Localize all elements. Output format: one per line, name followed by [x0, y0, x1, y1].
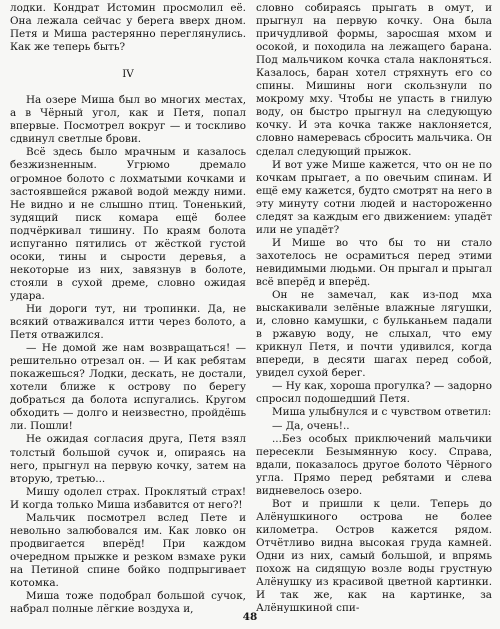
paragraph: На озере Миша был во многих местах, а в Чёрный угол, как и Петя, попал впервые. Посмотрел вокруг — и тоскливо сдвинул светлые брови. [10, 94, 246, 146]
page-number: 48 [242, 611, 258, 623]
paragraph: Миша тоже подобрал большой сучок, набрал полные лёгкие воздуха и, [10, 590, 246, 616]
paragraph: словно собираясь прыгать в омут, и прыгнул на первую кочку. Она была причудливой формы, заросшая мхом и осокой, и походила на лежащего барана. Под мальчиком кочка стала наклоняться. Казалось, баран хотел стряхнуть его со спины. Мишины ноги скользнули по мокрому мху. Чтобы не упасть в гнилую воду, он быстро прыгнул на следующую кочку. И эта кочка также наклоняется, словно намеревась сбросить мальчика. Он сделал следующий прыжок. [256, 2, 492, 158]
paragraph: — Ну как, хороша прогулка? — задорно спросил подошедший Петя. [256, 380, 492, 406]
paragraph: — Да, очень!.. [272, 419, 350, 432]
right-text-column [256, 2, 492, 615]
paragraph: Не ожидая согласия друга, Петя взял толстый большой сучок и, опираясь на него, прыгнул на первую кочку, затем на вторую, третью... [10, 433, 246, 485]
paragraph: — Не домой же нам возвращаться! — решительно отрезал он. — И как ребятам покажешься? Лодки, дескать, не достали, хотели ближе к острову по берегу добраться да болота испугались. Кругом обходить — долго и неизвестно, пройдёшь ли. Пошли! [10, 342, 246, 433]
paragraph: Ни дороги тут, ни тропинки. Да, не всякий отваживался итти через болото, а Петя отважился. [10, 302, 246, 342]
left-text-column [10, 2, 246, 616]
paragraph: Вот и пришли к цели. Теперь до Алёнушкиного острова не более километра. Остров кажется рядом. Отчётливо видна высокая груда камней. Одни из них, самый большой, и впрямь похож на сидящую возле воды грустную Алёнушку из красивой цветной картинки. И так же, как на картинке, за Алёнушкиной спи- [256, 497, 492, 615]
paragraph: И вот уже Мише кажется, что он не по кочкам прыгает, а по овечьим спинам. И ещё ему кажется, будто смотрят на него в эту минуту сотни людей и настороженно следят за каждым его движением: упадёт или не упадёт? [256, 158, 492, 236]
paragraph: И Мише во что бы то ни стало захотелось не осрамиться перед этими невидимыми людьми. Он прыгал и прыгал всё вперёд и вперёд. [256, 236, 492, 288]
paragraph: Он не замечал, как из-под мха выскакивали зелёные влажные лягушки, и, словно камушки, с бульканьем падали в ржавую воду, не слыхал, что ему крикнул Петя, и почти удивился, когда впереди, в десяти шагах перед собой, увидел сухой берег. [256, 289, 492, 380]
paragraph: лодки. Кондрат Истомин просмолил её. Она лежала сейчас у берега вверх дном. Петя и Миша растерянно переглянулись. Как же теперь быть? [10, 2, 246, 54]
paragraph: Мишу одолел страх. Проклятый страх! И когда только Миша избавится от него?! [10, 485, 246, 511]
paragraph: ...Без особых приключений мальчики пересекли Безымянную косу. Справа, вдали, показалось другое болото Чёрного угла. Прямо перед ребятами и слева видневелось озеро. [256, 432, 492, 497]
paragraph: Всё здесь было мрачным и казалось безжизненным. Угрюмо дремало огромное болото с лохматыми кочками и застоявшейся ржавой водой между ними. Не видно и не слышно птиц. Тоненький, зудящий писк комара ещё более подчёркивал тишину. По краям болота испуганно пятились от жёсткой густой осоки, тины и сырости деревья, а некоторые из них, завязнув в болоте, стояли в сухой дреме, словно ожидая удара. [10, 146, 246, 302]
chapter-heading: IV [122, 68, 134, 81]
paragraph: Миша улыбнулся и с чувством ответил: [272, 406, 492, 419]
paragraph: Мальчик посмотрел вслед Пете и невольно залюбовался им. Как ловко он продвигается вперёд! При каждом очередном прыжке и резком взмахе руки на Петиной спине бойко подпрыгивает котомка. [10, 511, 246, 589]
